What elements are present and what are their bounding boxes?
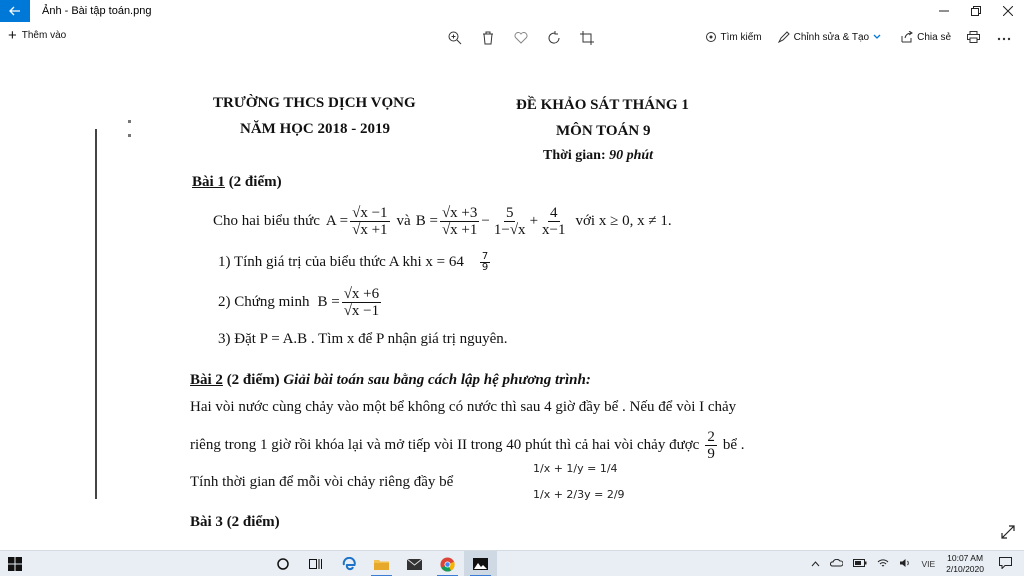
task-view-button[interactable] bbox=[299, 551, 332, 576]
handwritten-equation-2: 1/x + 2/3y = 2/9 bbox=[533, 488, 625, 501]
rotate-button[interactable] bbox=[537, 29, 570, 47]
share-button[interactable] bbox=[901, 31, 951, 43]
bai1-q1: 1) Tính giá trị của biểu thức A khi x = 64 bbox=[218, 254, 464, 270]
close-icon bbox=[1003, 6, 1013, 16]
chrome-button[interactable] bbox=[431, 551, 464, 576]
B-denominator-3: x−1 bbox=[542, 221, 566, 238]
clock[interactable] bbox=[946, 553, 984, 575]
task-view-icon bbox=[309, 558, 323, 570]
A-eq: A = bbox=[325, 212, 349, 229]
speck bbox=[128, 120, 131, 123]
school-name: TRƯỜNG THCS DỊCH VỌNG bbox=[213, 95, 416, 111]
margin-line bbox=[95, 129, 97, 499]
search-button[interactable] bbox=[705, 31, 762, 43]
search-label: Tìm kiếm bbox=[720, 31, 762, 43]
B-eq: B = bbox=[415, 212, 438, 229]
exam-title: ĐỀ KHẢO SÁT THÁNG 1 bbox=[516, 97, 689, 113]
zoom-button[interactable] bbox=[438, 29, 471, 47]
and-word: và bbox=[396, 212, 411, 229]
exam-subject: MÔN TOÁN 9 bbox=[556, 123, 651, 139]
q2-B-eq: B = bbox=[317, 293, 340, 310]
arrow-left-icon bbox=[9, 6, 21, 16]
heart-icon bbox=[514, 32, 528, 44]
A-fraction bbox=[350, 205, 389, 238]
edit-create-button[interactable] bbox=[778, 31, 885, 43]
chevron-up-icon bbox=[811, 561, 820, 567]
bai1-heading: Bài 1 bbox=[192, 174, 225, 190]
mail-button[interactable] bbox=[398, 551, 431, 576]
windows-start-icon[interactable] bbox=[8, 557, 22, 571]
bai1-points: (2 điểm) bbox=[228, 174, 282, 190]
battery-icon[interactable] bbox=[853, 559, 867, 570]
bai2-heading-line bbox=[190, 372, 591, 389]
more-icon bbox=[997, 37, 1011, 41]
time-label: Thời gian: bbox=[543, 148, 606, 163]
printer-icon bbox=[967, 31, 980, 43]
bai2-line2-row bbox=[190, 426, 744, 464]
bai1-heading-line bbox=[192, 174, 282, 191]
B-numerator-2: 5 bbox=[505, 204, 514, 221]
share-icon bbox=[901, 31, 913, 43]
crop-button[interactable] bbox=[570, 29, 603, 47]
B-numerator-1: √x +3 bbox=[441, 204, 478, 221]
more-options-button[interactable] bbox=[992, 30, 1016, 48]
favorite-button[interactable] bbox=[504, 29, 537, 47]
notification-icon bbox=[999, 557, 1012, 569]
A-denominator: √x +1 bbox=[352, 221, 388, 238]
bai2-fraction bbox=[705, 429, 717, 462]
volume-icon[interactable] bbox=[899, 558, 911, 571]
photos-button[interactable] bbox=[464, 551, 497, 576]
expand-icon[interactable] bbox=[1000, 524, 1016, 540]
trash-icon bbox=[482, 31, 494, 45]
zoom-icon bbox=[448, 31, 462, 45]
close-button[interactable] bbox=[992, 0, 1024, 22]
exam-time bbox=[543, 148, 653, 164]
file-explorer-button[interactable] bbox=[365, 551, 398, 576]
time-value: 90 phút bbox=[609, 148, 654, 163]
bai2-line2: riêng trong 1 giờ rồi khóa lại và mở tiếp vòi II trong 40 phút thì cả hai vòi chảy được bbox=[190, 436, 700, 453]
window-title: Ảnh - Bài tập toán.png bbox=[42, 5, 152, 17]
system-tray bbox=[806, 551, 1024, 576]
add-to-button[interactable] bbox=[8, 26, 67, 44]
document-image bbox=[0, 54, 1024, 550]
title-bar bbox=[0, 0, 1024, 22]
add-to-label: Thêm vào bbox=[21, 30, 67, 41]
B-denominator-2: 1−√x bbox=[493, 221, 526, 238]
q2-fraction bbox=[342, 286, 381, 319]
bai2-line2-end: bể . bbox=[722, 436, 745, 453]
edit-icon bbox=[778, 31, 790, 43]
B-numerator-3: 4 bbox=[550, 204, 558, 221]
command-bar bbox=[0, 22, 1024, 54]
photos-icon bbox=[473, 558, 488, 570]
back-button[interactable] bbox=[0, 0, 30, 22]
edge-button[interactable] bbox=[332, 551, 365, 576]
bai3-heading-line bbox=[190, 514, 280, 531]
bai1-expression-line bbox=[213, 201, 672, 241]
restore-icon bbox=[971, 6, 981, 16]
share-label: Chia sẻ bbox=[917, 31, 951, 43]
plus-icon: + bbox=[8, 26, 17, 44]
bai3-heading: Bài 3 bbox=[190, 514, 223, 530]
speck bbox=[128, 134, 131, 137]
minus-sign: − bbox=[481, 212, 490, 229]
B-fraction-1 bbox=[440, 205, 479, 238]
school-year: NĂM HỌC 2018 - 2019 bbox=[240, 121, 390, 137]
cortana-icon bbox=[277, 558, 289, 570]
handwritten-note bbox=[480, 252, 490, 273]
bai1-intro: Cho hai biểu thức bbox=[213, 212, 320, 229]
action-center-button[interactable] bbox=[999, 557, 1012, 572]
folder-icon bbox=[374, 558, 389, 570]
chrome-icon bbox=[440, 557, 455, 572]
onedrive-icon[interactable] bbox=[830, 559, 843, 570]
bai2-line3: Tính thời gian để mỗi vòi chảy riêng đầy bể bbox=[190, 474, 454, 490]
note-numerator: 7 bbox=[481, 251, 489, 262]
plus-sign: + bbox=[529, 212, 539, 229]
A-numerator: √x −1 bbox=[352, 204, 388, 221]
B-fraction-3 bbox=[540, 205, 567, 238]
clock-date: 2/10/2020 bbox=[946, 564, 984, 574]
chevron-down-icon bbox=[873, 34, 881, 40]
B-fraction-2 bbox=[492, 205, 528, 238]
bai2-subtitle: Giải bài toán sau bằng cách lập hệ phương trình: bbox=[283, 372, 591, 388]
bai2-heading: Bài 2 bbox=[190, 372, 223, 388]
taskbar bbox=[0, 550, 1024, 576]
maximize-button[interactable] bbox=[960, 0, 992, 22]
mail-icon bbox=[407, 559, 422, 570]
bai1-q2: 2) Chứng minh bbox=[218, 293, 310, 310]
q2-numerator: √x +6 bbox=[343, 285, 380, 302]
delete-button[interactable] bbox=[471, 29, 504, 47]
clock-time: 10:07 AM bbox=[947, 553, 984, 563]
condition: với x ≥ 0, x ≠ 1. bbox=[575, 212, 672, 229]
minimize-icon bbox=[939, 6, 949, 16]
show-hidden-icons-button[interactable] bbox=[811, 559, 820, 570]
bai2-points: (2 điểm) bbox=[226, 372, 280, 388]
bai1-q3: 3) Đặt P = A.B . Tìm x để P nhận giá trị nguyên. bbox=[218, 331, 508, 347]
print-button[interactable] bbox=[967, 31, 984, 43]
bai2-line1: Hai vòi nước cùng chảy vào một bể không có nước thì sau 4 giờ đầy bể . Nếu để vòi I chảy bbox=[190, 399, 737, 415]
handwritten-equation-1: 1/x + 1/y = 1/4 bbox=[533, 462, 618, 475]
bai2-frac-den: 9 bbox=[707, 445, 715, 462]
q2-denominator: √x −1 bbox=[343, 302, 380, 319]
bai3-points: (2 điểm) bbox=[226, 514, 280, 530]
wifi-icon[interactable] bbox=[877, 558, 889, 571]
edge-icon bbox=[342, 557, 356, 571]
bai2-frac-num: 2 bbox=[707, 428, 715, 445]
visual-search-icon bbox=[705, 31, 717, 43]
edit-create-label: Chỉnh sửa & Tạo bbox=[793, 31, 870, 43]
language-indicator[interactable]: VIE bbox=[921, 559, 936, 569]
crop-icon bbox=[580, 31, 594, 45]
B-denominator-1: √x +1 bbox=[441, 221, 478, 238]
note-denominator: 9 bbox=[481, 262, 489, 273]
cortana-button[interactable] bbox=[266, 551, 299, 576]
minimize-button[interactable] bbox=[928, 0, 960, 22]
rotate-icon bbox=[547, 31, 561, 45]
bai1-q1-line bbox=[218, 252, 492, 273]
bai1-q2-line bbox=[218, 282, 383, 322]
